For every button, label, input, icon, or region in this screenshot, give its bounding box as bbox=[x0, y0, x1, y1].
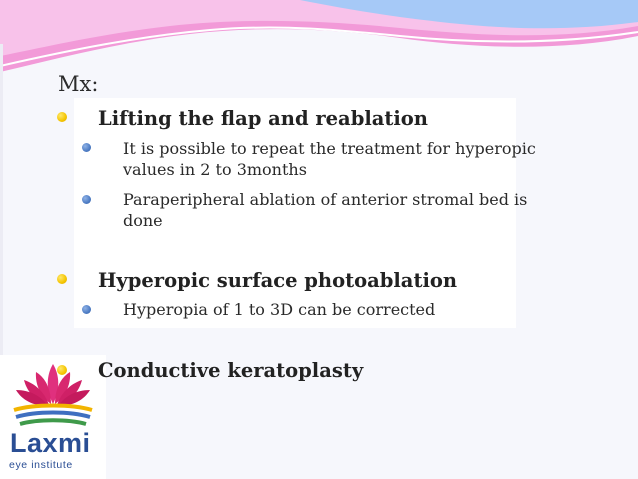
bullet-l2-icon bbox=[82, 195, 91, 204]
bullet-l2-icon bbox=[82, 305, 91, 314]
logo-name: Laxmi bbox=[10, 428, 91, 458]
lotus-icon bbox=[8, 360, 98, 426]
item-title: Lifting the flap and reablation bbox=[98, 107, 428, 130]
sub-item: It is possible to repeat the treatment for hyperopic values in 2 to 3months bbox=[123, 139, 536, 179]
logo-tagline: eye institute bbox=[9, 459, 73, 471]
item-title: Conductive keratoplasty bbox=[98, 359, 364, 382]
header-waves bbox=[0, 0, 638, 80]
item-title: Hyperopic surface photoablation bbox=[98, 269, 458, 292]
sub-item: Paraperipheral ablation of anterior stromal bed is done bbox=[123, 190, 528, 230]
bullet-l2-icon bbox=[82, 143, 91, 152]
sub-item: Hyperopia of 1 to 3D can be corrected bbox=[123, 300, 436, 319]
slide-heading: Mx: bbox=[58, 72, 99, 96]
bullet-l1-icon bbox=[57, 112, 67, 122]
bullet-l1-icon bbox=[57, 274, 67, 284]
